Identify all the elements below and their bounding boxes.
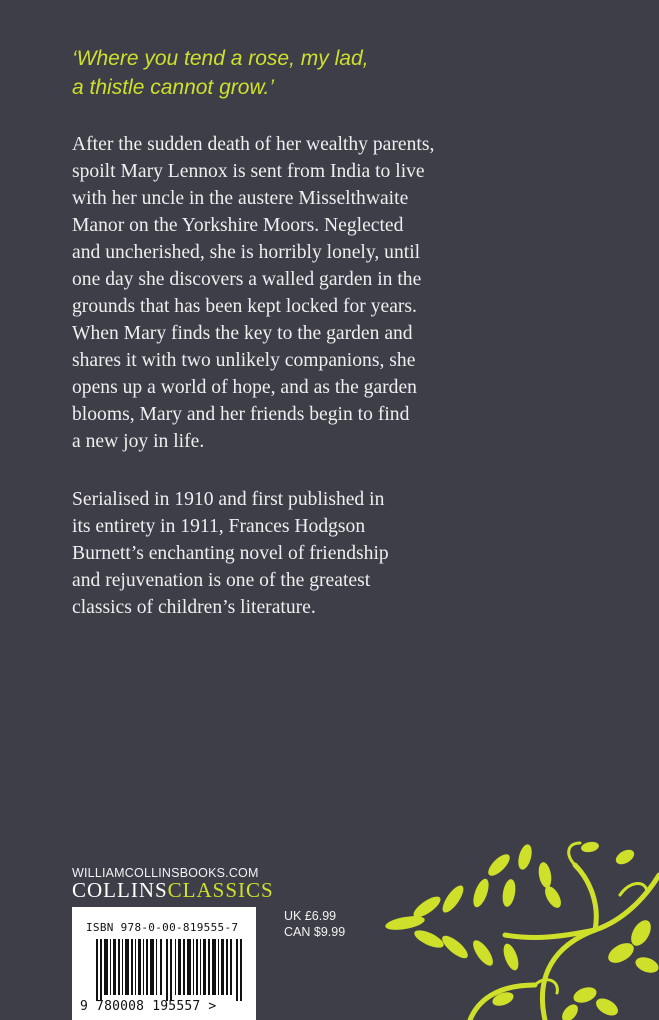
synopsis-line: Manor on the Yorkshire Moors. Neglected: [72, 215, 404, 236]
price-uk: UK £6.99: [284, 909, 337, 923]
barcode-digits: 9 780008 195557 >: [80, 999, 217, 1014]
barcode-bars: [96, 939, 244, 1001]
synopsis-line: opens up a world of hope, and as the garden: [72, 377, 417, 398]
isbn-label: ISBN 978-0-00-819555-7: [86, 921, 239, 934]
synopsis-line: blooms, Mary and her friends begin to find: [72, 404, 410, 425]
synopsis-line: After the sudden death of her wealthy parents,: [72, 134, 435, 155]
barcode-panel: [72, 907, 256, 1020]
floral-vine-icon: [385, 835, 659, 1020]
synopsis-line: When Mary finds the key to the garden and: [72, 323, 413, 344]
history-line: Burnett’s enchanting novel of friendship: [72, 543, 389, 564]
history-paragraph: [72, 486, 492, 621]
quote-line: ‘Where you tend a rose, my lad,: [72, 47, 369, 70]
price-can: CAN $9.99: [284, 925, 346, 939]
imprint-logo: [72, 878, 274, 903]
history-line: and rejuvenation is one of the greatest: [72, 570, 371, 591]
price-block: [284, 908, 345, 940]
history-line: Serialised in 1910 and first published in: [72, 489, 385, 510]
history-line: classics of children’s literature.: [72, 597, 316, 618]
synopsis-line: one day she discovers a walled garden in the: [72, 269, 422, 290]
tagline-quote: [72, 44, 492, 102]
imprint-collins: COLLINS: [72, 878, 168, 902]
synopsis-line: grounds that has been kept locked for years.: [72, 296, 417, 317]
publisher-website: WILLIAMCOLLINSBOOKS.COM: [72, 866, 259, 880]
synopsis-line: with her uncle in the austere Misselthwaite: [72, 188, 409, 209]
synopsis-line: shares it with two unlikely companions, she: [72, 350, 416, 371]
imprint-classics: CLASSICS: [167, 878, 274, 902]
synopsis-paragraph: [72, 131, 492, 455]
synopsis-line: and uncherished, she is horribly lonely, until: [72, 242, 421, 263]
synopsis-line: spoilt Mary Lennox is sent from India to live: [72, 161, 425, 182]
synopsis-line: a new joy in life.: [72, 431, 205, 452]
history-line: its entirety in 1911, Frances Hodgson: [72, 516, 366, 537]
quote-line: a thistle cannot grow.’: [72, 76, 274, 99]
